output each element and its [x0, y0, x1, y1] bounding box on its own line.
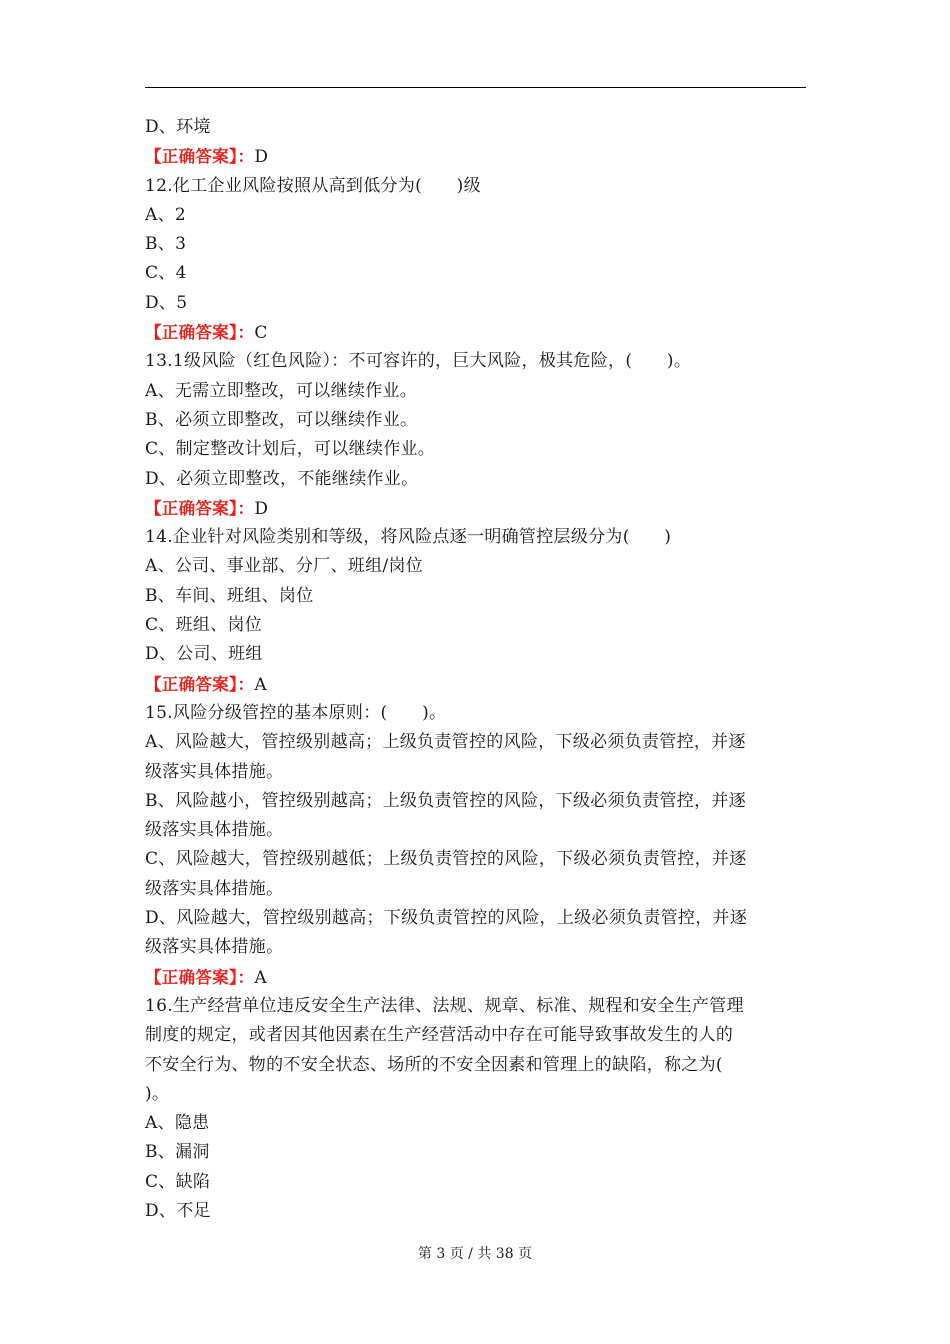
- question-line: 不安全行为、物的不安全状态、场所的不安全因素和管理上的缺陷，称之为(: [145, 1054, 723, 1075]
- option-line: B、风险越小，管控级别越高；上级负责管控的风险，下级必须负责管控，并逐: [145, 790, 746, 811]
- answer-label: 【正确答案】：: [145, 323, 255, 343]
- answer-label: 【正确答案】：: [145, 967, 255, 987]
- option-line: D、5: [145, 292, 188, 313]
- answer-value: D: [254, 147, 269, 168]
- header-rule: [145, 87, 806, 88]
- answer-label: 【正确答案】：: [145, 147, 255, 167]
- page-footer: 第 3 页 / 共 38 页: [417, 1246, 533, 1262]
- option-line: C、缺陷: [145, 1171, 211, 1192]
- option-line: D、风险越大，管控级别越高；下级负责管控的风险，上级必须负责管控，并逐: [145, 908, 748, 929]
- document-body: [145, 113, 810, 1226]
- answer-line: [145, 670, 810, 699]
- option-line: D、不足: [145, 1200, 211, 1221]
- option-line: B、必须立即整改，可以继续作业。: [145, 409, 418, 430]
- question-line: 12.化工企业风险按照从高到低分为( )级: [145, 175, 481, 196]
- question-line: 15.风险分级管控的基本原则：( )。: [145, 702, 447, 723]
- option-line: A、隐患: [145, 1113, 210, 1134]
- option-line: 级落实具体措施。: [145, 820, 284, 841]
- option-line: 级落实具体措施。: [145, 761, 284, 782]
- question-line: 13.1级风险（红色风险）：不可容许的，巨大风险，极其危险，( )。: [145, 351, 692, 372]
- question-line: 制度的规定，或者因其他因素在生产经营活动中存在可能导致事故发生的人的: [145, 1025, 734, 1046]
- option-line: 级落实具体措施。: [145, 937, 284, 958]
- option-line: C、风险越大，管控级别越低；上级负责管控的风险，下级必须负责管控，并逐: [145, 849, 747, 870]
- option-line: B、车间、班组、岗位: [145, 585, 314, 606]
- answer-line: [145, 963, 810, 992]
- answer-label: 【正确答案】：: [145, 674, 255, 694]
- answer-value: C: [254, 323, 268, 344]
- option-line: D、公司、班组: [145, 644, 263, 665]
- answer-line: [145, 318, 810, 347]
- answer-value: D: [254, 498, 269, 519]
- option-line: A、公司、事业部、分厂、班组/岗位: [145, 556, 424, 577]
- option-line: C、4: [145, 263, 187, 284]
- option-line: A、风险越大，管控级别越高；上级负责管控的风险，下级必须负责管控，并逐: [145, 732, 746, 753]
- question-line: )。: [145, 1083, 170, 1104]
- option-line: C、制定整改计划后，可以继续作业。: [145, 439, 436, 460]
- option-line: D、环境: [145, 117, 211, 137]
- answer-label: 【正确答案】：: [145, 498, 255, 518]
- option-line: B、3: [145, 234, 187, 255]
- option-line: C、班组、岗位: [145, 615, 263, 636]
- answer-line: [145, 494, 810, 523]
- question-line: 16.生产经营单位违反安全生产法律、法规、规章、标准、规程和安全生产管理: [145, 995, 744, 1016]
- option-line: B、漏洞: [145, 1142, 210, 1163]
- option-line: A、2: [145, 204, 186, 225]
- question-line: 14.企业针对风险类别和等级，将风险点逐一明确管控层级分为( ): [145, 527, 672, 548]
- option-line: A、无需立即整改，可以继续作业。: [145, 380, 418, 401]
- answer-value: A: [254, 674, 267, 695]
- answer-line: [145, 142, 810, 171]
- answer-value: A: [254, 967, 267, 988]
- option-line: 级落实具体措施。: [145, 878, 284, 899]
- option-line: D、必须立即整改，不能继续作业。: [145, 468, 419, 489]
